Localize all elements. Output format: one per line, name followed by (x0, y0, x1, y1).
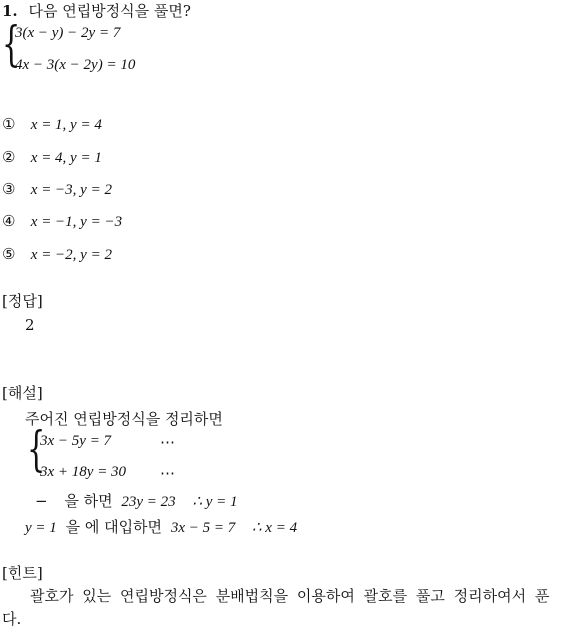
system-eq2: 4x − 3(x − 2y) = 10 (15, 57, 136, 73)
choice-mark: ② (2, 148, 16, 166)
choice-3[interactable] (2, 180, 112, 199)
system-brace: { (2, 16, 21, 72)
choice-text: x = −1, y = −3 (30, 214, 123, 230)
choice-mark: ① (2, 115, 16, 133)
choice-text: x = 1, y = 4 (30, 117, 102, 133)
step2-result: ∴ x = 4 (252, 520, 298, 536)
step2-math: y = 1 (25, 520, 57, 536)
choice-text: x = −3, y = 2 (30, 182, 112, 198)
solution-step1 (35, 490, 238, 511)
solution-brace: { (27, 421, 46, 477)
choice-2[interactable] (2, 148, 102, 167)
system-eq1: 3(x − y) − 2y = 7 (15, 25, 121, 41)
question-number: 1. (2, 2, 18, 20)
choice-mark: ④ (2, 212, 16, 230)
step2-text: 을 에 대입하면 (65, 518, 163, 536)
solution-eq2-dots: ⋯ (160, 464, 175, 482)
question-prompt: 다음 연립방정식을 풀면? (28, 2, 191, 20)
choice-5[interactable] (2, 245, 112, 264)
hint-label: [힌트] (2, 564, 43, 582)
question-header (2, 0, 191, 21)
solution-label: [해설] (2, 384, 43, 402)
choice-text: x = 4, y = 1 (30, 150, 102, 166)
step1-math: 23y = 23 (121, 494, 176, 510)
choice-4[interactable] (2, 212, 122, 231)
choice-mark: ③ (2, 180, 16, 198)
hint-text: 괄호가 있는 연립방정식은 분배법칙을 이용하여 괄호를 풀고 정리하여서 푼다. (2, 587, 550, 628)
solution-eq2: 3x + 18y = 30 (40, 464, 127, 480)
solution-step2 (25, 516, 297, 537)
step1-text: 을 하면 (64, 492, 113, 510)
choice-1[interactable] (2, 115, 102, 134)
solution-intro: 주어진 연립방정식을 정리하면 (25, 410, 223, 428)
step1-prefix: − (35, 492, 48, 510)
answer-value: 2 (25, 316, 35, 334)
answer-label: [정답] (2, 292, 43, 310)
solution-eq1: 3x − 5y = 7 (40, 433, 112, 449)
choice-mark: ⑤ (2, 245, 16, 263)
choice-text: x = −2, y = 2 (30, 247, 112, 263)
step2-eq: 3x − 5 = 7 (170, 520, 236, 536)
step1-result: ∴ y = 1 (192, 494, 238, 510)
solution-eq1-dots: ⋯ (160, 433, 175, 451)
